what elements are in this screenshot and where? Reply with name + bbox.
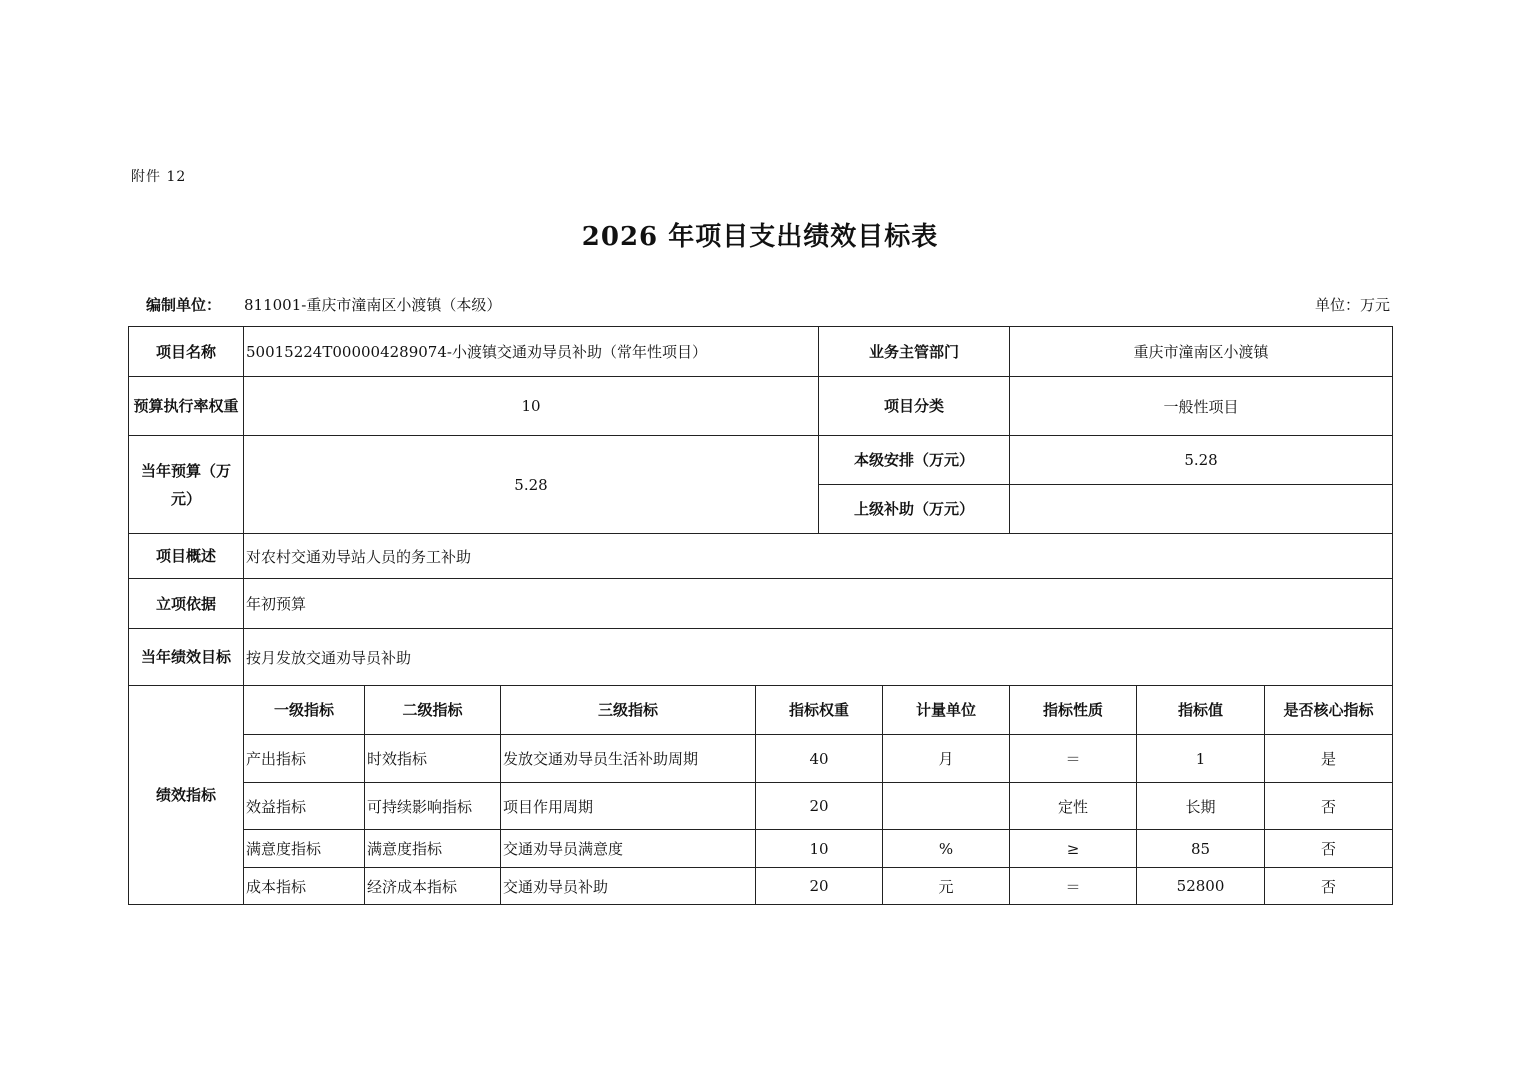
- weight-value: 10: [244, 377, 819, 436]
- unit-cell: 月: [883, 735, 1010, 783]
- level3-cell: 发放交通劝导员生活补助周期: [501, 735, 756, 783]
- unit-cell: %: [883, 830, 1010, 868]
- value-cell: 长期: [1137, 783, 1265, 830]
- attachment-label: 附件 12: [131, 169, 187, 185]
- category-label: 项目分类: [819, 377, 1010, 436]
- nature-cell: ≥: [1010, 830, 1137, 868]
- level1-cell: 成本指标: [244, 868, 365, 905]
- nature-cell: ＝: [1010, 735, 1137, 783]
- core-cell: 否: [1265, 783, 1393, 830]
- level3-cell: 交通劝导员满意度: [501, 830, 756, 868]
- table-row: [129, 783, 1393, 830]
- value-cell: 1: [1137, 735, 1265, 783]
- level2-cell: 经济成本指标: [365, 868, 501, 905]
- overview-label: 项目概述: [129, 534, 244, 579]
- basis-value: 年初预算: [244, 579, 1393, 629]
- core-cell: 否: [1265, 830, 1393, 868]
- performance-table: [128, 326, 1393, 905]
- indicator-header-row: [129, 686, 1393, 735]
- goal-label: 当年绩效目标: [129, 629, 244, 686]
- header-row: [146, 294, 1390, 315]
- basis-label: 立项依据: [129, 579, 244, 629]
- weight-cell: 10: [756, 830, 883, 868]
- budget-value: 5.28: [244, 436, 819, 534]
- column-header: 指标权重: [756, 686, 883, 735]
- core-cell: 否: [1265, 868, 1393, 905]
- table-row: [129, 830, 1393, 868]
- table-row: [129, 327, 1393, 377]
- local-budget-label: 本级安排（万元）: [819, 436, 1010, 485]
- level3-cell: 交通劝导员补助: [501, 868, 756, 905]
- column-header: 计量单位: [883, 686, 1010, 735]
- page-title: 2026 年项目支出绩效目标表: [581, 222, 939, 252]
- dept-label: 业务主管部门: [819, 327, 1010, 377]
- column-header: 指标值: [1137, 686, 1265, 735]
- local-budget-value: 5.28: [1010, 436, 1393, 485]
- budget-label: 当年预算（万元）: [129, 436, 244, 534]
- weight-cell: 40: [756, 735, 883, 783]
- upper-subsidy-value: [1010, 485, 1393, 534]
- weight-cell: 20: [756, 783, 883, 830]
- unit-text: 单位：万元: [1314, 296, 1390, 314]
- column-header: 一级指标: [244, 686, 365, 735]
- value-cell: 52800: [1137, 868, 1265, 905]
- table-row: [129, 534, 1393, 579]
- column-header: 指标性质: [1010, 686, 1137, 735]
- value-cell: 85: [1137, 830, 1265, 868]
- table-row: [129, 735, 1393, 783]
- dept-value: 重庆市潼南区小渡镇: [1010, 327, 1393, 377]
- org-value: 811001-重庆市潼南区小渡镇（本级）: [244, 296, 502, 314]
- unit-cell: [883, 783, 1010, 830]
- column-header: 二级指标: [365, 686, 501, 735]
- core-cell: 是: [1265, 735, 1393, 783]
- category-value: 一般性项目: [1010, 377, 1393, 436]
- column-header: 是否核心指标: [1265, 686, 1393, 735]
- upper-subsidy-label: 上级补助（万元）: [819, 485, 1010, 534]
- org-label: 编制单位：: [146, 296, 222, 314]
- level1-cell: 产出指标: [244, 735, 365, 783]
- table-row: [129, 868, 1393, 905]
- nature-cell: 定性: [1010, 783, 1137, 830]
- column-header: 三级指标: [501, 686, 756, 735]
- project-name-value: 50015224T000004289074-小渡镇交通劝导员补助（常年性项目）: [244, 327, 819, 377]
- unit-cell: 元: [883, 868, 1010, 905]
- overview-value: 对农村交通劝导站人员的务工补助: [244, 534, 1393, 579]
- project-name-label: 项目名称: [129, 327, 244, 377]
- table-row: [129, 629, 1393, 686]
- level2-cell: 满意度指标: [365, 830, 501, 868]
- level3-cell: 项目作用周期: [501, 783, 756, 830]
- level1-cell: 满意度指标: [244, 830, 365, 868]
- level2-cell: 可持续影响指标: [365, 783, 501, 830]
- indicators-section-label: 绩效指标: [129, 686, 244, 905]
- table-row: [129, 579, 1393, 629]
- level2-cell: 时效指标: [365, 735, 501, 783]
- level1-cell: 效益指标: [244, 783, 365, 830]
- table-row: [129, 377, 1393, 436]
- weight-label: 预算执行率权重: [129, 377, 244, 436]
- goal-value: 按月发放交通劝导员补助: [244, 629, 1393, 686]
- nature-cell: ＝: [1010, 868, 1137, 905]
- table-row: [129, 436, 1393, 485]
- weight-cell: 20: [756, 868, 883, 905]
